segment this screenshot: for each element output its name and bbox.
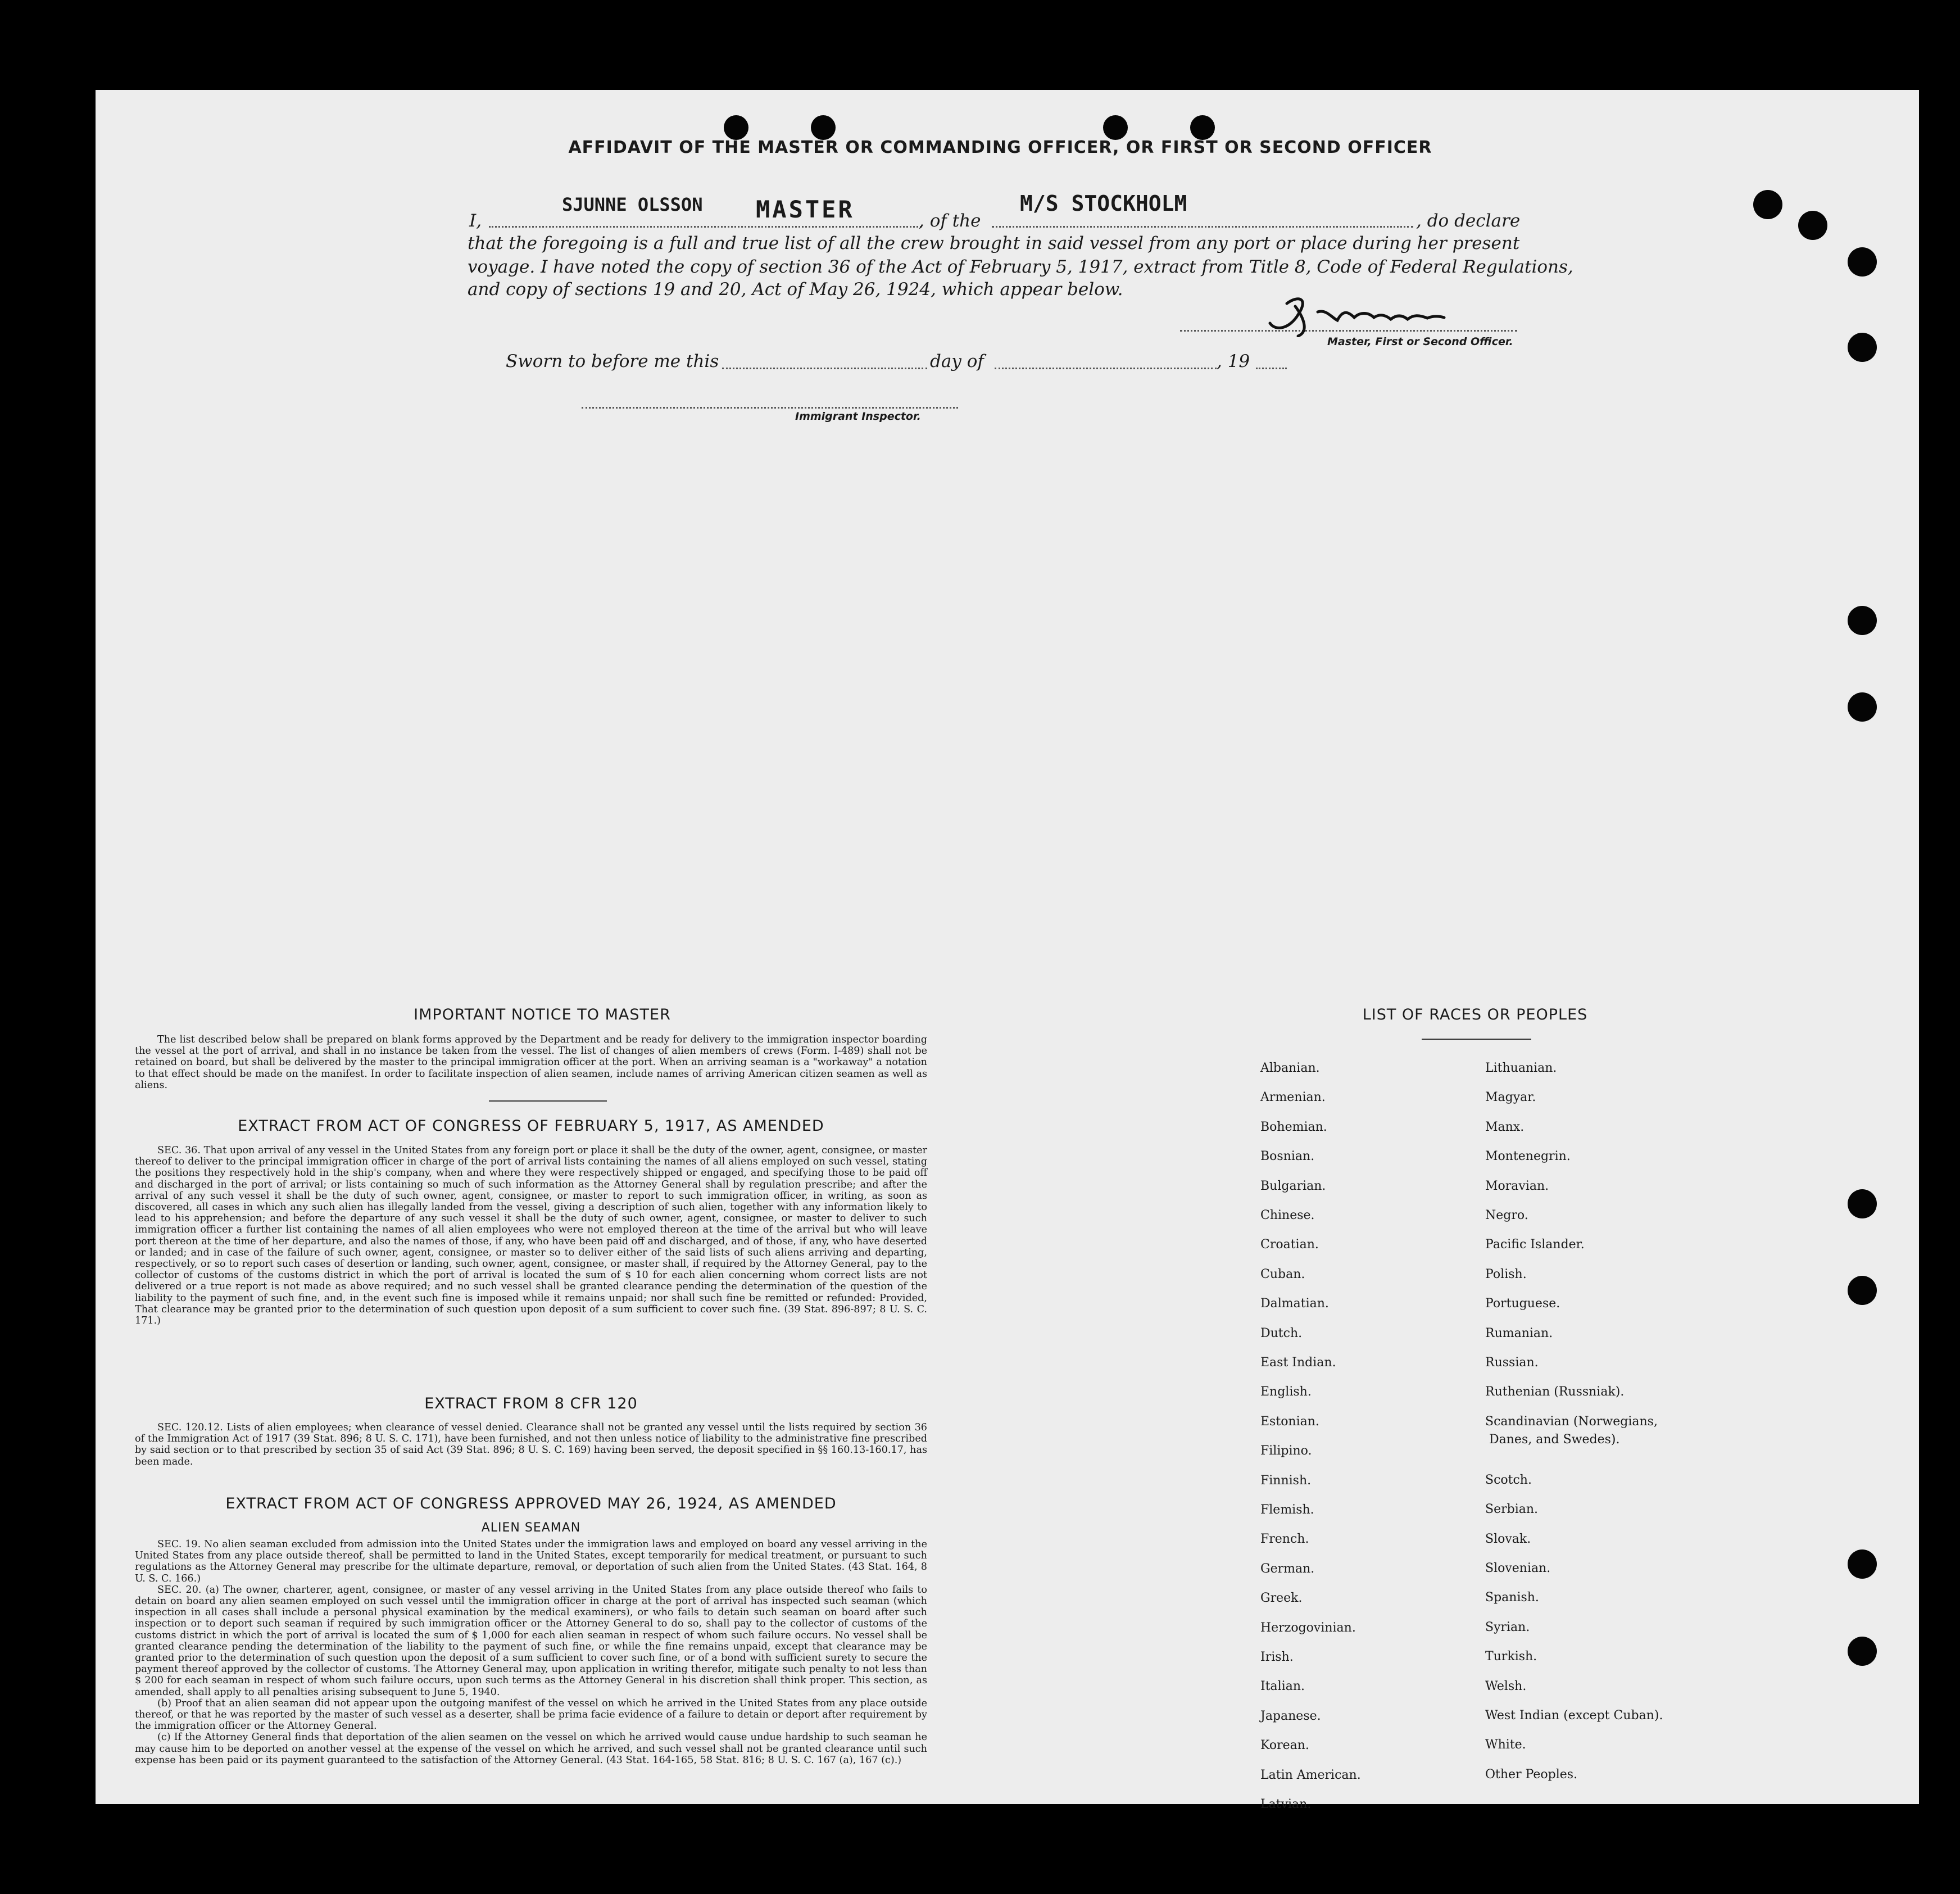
punch-hole <box>1848 1189 1877 1218</box>
race-item: Latvian. <box>1260 1797 1312 1811</box>
inspector-line <box>582 407 958 409</box>
notice-text <box>135 1034 927 1091</box>
punch-hole <box>1848 1276 1877 1305</box>
notice-paragraph: The list described below shall be prepared on blank forms approved by the Department and be ready for delivery to the immigration inspector boarding the vessel at the port of arrival, and shall in no instance be taken from the vessel. The list of changes of alien members of crews (Form. I-489) shall not be retained on board, but shall be delivered by the master to the principal immigration officer at the port. When an arriving seaman is a "workaway" a notation to that effect should be made on the manifest. In order to facilitate inspection of alien seamen, include names of arriving American citizen seamen as well as aliens. <box>135 1034 927 1091</box>
race-item: Herzogovinian. <box>1260 1620 1356 1635</box>
master-name: SJUNNE OLSSON <box>562 194 703 215</box>
extract-1917-text <box>135 1145 927 1326</box>
race-item: Croatian. <box>1260 1238 1319 1252</box>
punch-hole <box>1848 606 1877 635</box>
signature-caption: Master, First or Second Officer. <box>1327 336 1513 348</box>
race-item: Syrian. <box>1485 1620 1530 1634</box>
race-item: Bohemian. <box>1260 1120 1327 1134</box>
race-item: Dalmatian. <box>1260 1297 1329 1311</box>
punch-hole <box>811 115 836 140</box>
punch-hole <box>724 115 748 140</box>
sec19-paragraph: SEC. 19. No alien seaman excluded from admission into the United States under the immigration laws and employed on board any vessel arriving in the United States from any place outside thereof, shall be permitted to land in the United States, except temporarily for medical treatment, or pursuant to such regulations as the Attorney General may prescribe for the ultimate departure, removal, or deportation of such alien from the United States. (43 Stat. 164, 8 U. S. C. 166.) <box>135 1539 927 1584</box>
punch-hole <box>1848 692 1877 722</box>
notice-title: IMPORTANT NOTICE TO MASTER <box>414 1006 671 1023</box>
affidavit-do-declare: , do declare <box>1416 211 1521 231</box>
punch-hole <box>1848 247 1877 277</box>
punch-hole <box>1103 115 1128 140</box>
race-item: Moravian. <box>1485 1179 1549 1193</box>
race-item: Spanish. <box>1485 1591 1539 1605</box>
race-item: Latin American. <box>1260 1768 1361 1782</box>
race-item: Dutch. <box>1260 1326 1303 1340</box>
affidavit-line3: voyage. I have noted the copy of section 36 of the Act of February 5, 1917, extract from Title 8, Code of Federal Regulations, <box>468 257 1573 277</box>
extract-1924-title: EXTRACT FROM ACT OF CONGRESS APPROVED MAY 26, 1924, AS AMENDED <box>225 1495 837 1512</box>
race-item: Manx. <box>1485 1120 1525 1134</box>
race-item: Magyar. <box>1485 1090 1536 1105</box>
race-item: German. <box>1260 1561 1315 1576</box>
race-item: Flemish. <box>1260 1503 1314 1517</box>
alien-seaman-subtitle: ALIEN SEAMAN <box>481 1521 581 1535</box>
races-title: LIST OF RACES OR PEOPLES <box>1362 1006 1588 1023</box>
extract-1924-text <box>135 1539 927 1766</box>
race-item: Japanese. <box>1260 1709 1321 1723</box>
extract-cfr-title: EXTRACT FROM 8 CFR 120 <box>424 1395 638 1412</box>
race-item: Chinese. <box>1260 1208 1315 1222</box>
race-item: Filipino. <box>1260 1444 1312 1458</box>
handwritten-signature <box>1264 292 1489 337</box>
race-item: Ruthenian (Russniak). <box>1485 1385 1625 1399</box>
sec20c-paragraph: (c) If the Attorney General finds that deportation of the alien seamen on the vessel on which he arrived would cause undue hardship to such seaman he may cause him to be deported on another vessel at the expense of the vessel on which he arrived, and such vessel shall not be granted clearance until such expense has been paid or its payment guaranteed to the satisfaction of the Attorney General. (43 Stat. 164-165, 58 Stat. 816; 8 U. S. C. 167 (a), 167 (c).) <box>135 1732 927 1766</box>
extract-cfr-text <box>135 1422 927 1467</box>
punch-hole <box>1190 115 1215 140</box>
race-item: Serbian. <box>1485 1502 1539 1517</box>
race-item: Other Peoples. <box>1485 1767 1578 1782</box>
race-item: Finnish. <box>1260 1473 1312 1488</box>
affidavit-line4: and copy of sections 19 and 20, Act of May 26, 1924, which appear below. <box>468 279 1123 300</box>
race-item: Cuban. <box>1260 1267 1305 1281</box>
punch-hole <box>1798 211 1827 240</box>
sec20a-paragraph: SEC. 20. (a) The owner, charterer, agent, consignee, or master of any vessel arriving in the United States from any place outside thereof who fails to detain on board any alien seamen employed on such vessel until the immigration officer in charge at the port of arrival has inspected such seaman (which inspection in all cases shall include a personal physical examination by the medical examiners), or who fails to detain such seaman on board after such inspection or to deport such seaman if required by such immigration officer or the Attorney General to do so, shall pay to the collector of customs of the customs district in which the port of arrival is located the sum of $ 1,000 for each alien seaman in respect of whom such failure occurs. No vessel shall be granted clearance pending the determination of the liability to the payment of such fine, or while the fine remains unpaid, except that clearance may be granted prior to the determination of such question upon the deposit of a sum sufficient to cover such fine, or of a bond with sufficient surety to secure the payment thereof approved by the collector of customs. The Attorney General may, upon application in writing therefor, mitigate such penalty to not less than $ 200 for each seaman in respect of whom such failure occurs, upon such terms as the Attorney General in his discretion shall think proper. This section, as amended, shall apply to all penalties arising subsequent to June 5, 1940. <box>135 1584 927 1698</box>
race-item: Italian. <box>1260 1679 1305 1694</box>
race-item: West Indian (except Cuban). <box>1485 1709 1663 1723</box>
race-item: Lithuanian. <box>1485 1061 1557 1075</box>
sec36-paragraph: SEC. 36. That upon arrival of any vessel in the United States from any foreign port or place it shall be the duty of the owner, agent, consignee, or master thereof to deliver to the principal immigration officer in charge of the port of arrival lists containing the names of all aliens employed on such vessel, stating the positions they respectively hold in the ship's company, when and where they were respectively shipped or engaged, and specifying those to be paid off and discharged in the port of arrival; or lists containing so much of such information as the Attorney General shall by regulation prescribe; and after the arrival of any such vessel it shall be the duty of such owner, agent, consignee, or master to report to such immigration officer, in writing, as soon as discovered, all cases in which any such alien has illegally landed from the vessel, giving a description of such alien, together with any information likely to lead to his apprehension; and before the departure of any such vessel it shall be the duty of such owner, agent, consignee, or master to deliver to such immigration officer a further list containing the names of all alien employees who were not employed thereon at the time of the arrival but who will leave port thereon at the time of her departure, and also the names of those, if any, who have been paid off and discharged, and of those, if any, who have deserted or landed; and in case of the failure of such owner, agent, consignee, or master so to deliver either of the said lists of such aliens arriving and departing, respectively, or so to report such cases of desertion or landing, such owner, agent, consignee, or master shall, if required by the Attorney General, pay to the collector of customs of the customs district in which the port of arrival is located the sum of $ 10 for each alien concerning whom correct lists are not delivered or a true report is not made as above required; and no such vessel shall be granted clearance pending the determination of the question of the liability to the payment of such fine, and, in the event such fine is imposed while it remains unpaid; nor shall such fine be remitted or refunded: Provided, That clearance may be granted prior to the determination of such question upon deposit of a sum sufficient to cover such fine. (39 Stat. 896-897; 8 U. S. C. 171.) <box>135 1145 927 1327</box>
divider <box>489 1100 607 1102</box>
affidavit-of-the: , of the <box>919 211 981 231</box>
inspector-caption: Immigrant Inspector. <box>795 410 921 423</box>
race-item: English. <box>1260 1385 1312 1399</box>
race-item: Greek. <box>1260 1591 1303 1606</box>
sworn-month-line <box>995 368 1217 369</box>
race-item: Negro. <box>1485 1208 1528 1222</box>
race-item: Welsh. <box>1485 1679 1527 1693</box>
punch-hole <box>1848 1637 1877 1666</box>
master-rank: MASTER <box>756 196 855 223</box>
sec20b-paragraph: (b) Proof that an alien seaman did not appear upon the outgoing manifest of the vessel on which he arrived in the United States from any place outside thereof, or that he was reported by the master of such vessel as a deserter, shall be prima facie evidence of a failure to detain or deport after requirement by the immigration officer or the Attorney General. <box>135 1697 927 1732</box>
race-item: Irish. <box>1260 1650 1294 1664</box>
race-item: Russian. <box>1485 1356 1539 1370</box>
race-item: Scandinavian (Norwegians, <box>1485 1414 1658 1429</box>
sec120-paragraph: SEC. 120.12. Lists of alien employees; when clearance of vessel denied. Clearance shall not be granted any vessel until the lists required by section 36 of the Immigration Act of 1917 (39 Stat. 896; 8 U. S. C. 171), have been furnished, and not then unless notice of liability to the administrative fine prescribed by said section or to that prescribed by section 35 of said Act (39 Stat. 896; 8 U. S. C. 169) having been served, the deposit specified in §§ 160.13-160.17, has been made. <box>135 1422 927 1467</box>
race-item: Scotch. <box>1485 1472 1532 1487</box>
race-item: Pacific Islander. <box>1485 1238 1585 1252</box>
race-item: Slovenian. <box>1485 1561 1551 1575</box>
race-item: Montenegrin. <box>1485 1149 1571 1164</box>
punch-hole <box>1848 1549 1877 1579</box>
race-item: East Indian. <box>1260 1356 1336 1370</box>
race-item: French. <box>1260 1532 1309 1547</box>
sworn-label: Sworn to before me this <box>506 351 719 371</box>
race-item: White. <box>1485 1738 1526 1752</box>
race-item: Armenian. <box>1260 1090 1326 1105</box>
race-item: Polish. <box>1485 1267 1527 1281</box>
race-item: Bulgarian. <box>1260 1179 1326 1193</box>
race-item: Rumanian. <box>1485 1326 1553 1340</box>
punch-hole <box>1848 333 1877 362</box>
punch-hole <box>1753 190 1782 219</box>
vessel-line <box>992 226 1413 228</box>
affidavit-line2: that the foregoing is a full and true list of all the crew brought in said vessel from any port or place during her present <box>468 233 1520 253</box>
sworn-year-prefix: , 19 <box>1217 351 1250 371</box>
race-item: Albanian. <box>1260 1061 1320 1075</box>
name-line <box>489 226 922 228</box>
race-item: Estonian. <box>1260 1414 1319 1429</box>
sworn-day-line <box>722 368 927 369</box>
race-item: Korean. <box>1260 1738 1309 1753</box>
divider <box>1422 1039 1531 1040</box>
affidavit-i-label: I, <box>469 211 482 231</box>
race-item: Danes, and Swedes). <box>1489 1432 1620 1447</box>
extract-1917-title: EXTRACT FROM ACT OF CONGRESS OF FEBRUARY 5, 1917, AS AMENDED <box>238 1117 824 1135</box>
sworn-day-of: day of <box>930 351 984 371</box>
affidavit-title: AFFIDAVIT OF THE MASTER OR COMMANDING OFFICER, OR FIRST OR SECOND OFFICER <box>568 138 1432 157</box>
race-item: Slovak. <box>1485 1531 1531 1546</box>
race-item: Bosnian. <box>1260 1149 1315 1164</box>
vessel-name: M/S STOCKHOLM <box>1020 191 1187 216</box>
race-item: Portuguese. <box>1485 1297 1560 1311</box>
sworn-year-line <box>1256 368 1287 369</box>
race-item: Turkish. <box>1485 1650 1537 1664</box>
